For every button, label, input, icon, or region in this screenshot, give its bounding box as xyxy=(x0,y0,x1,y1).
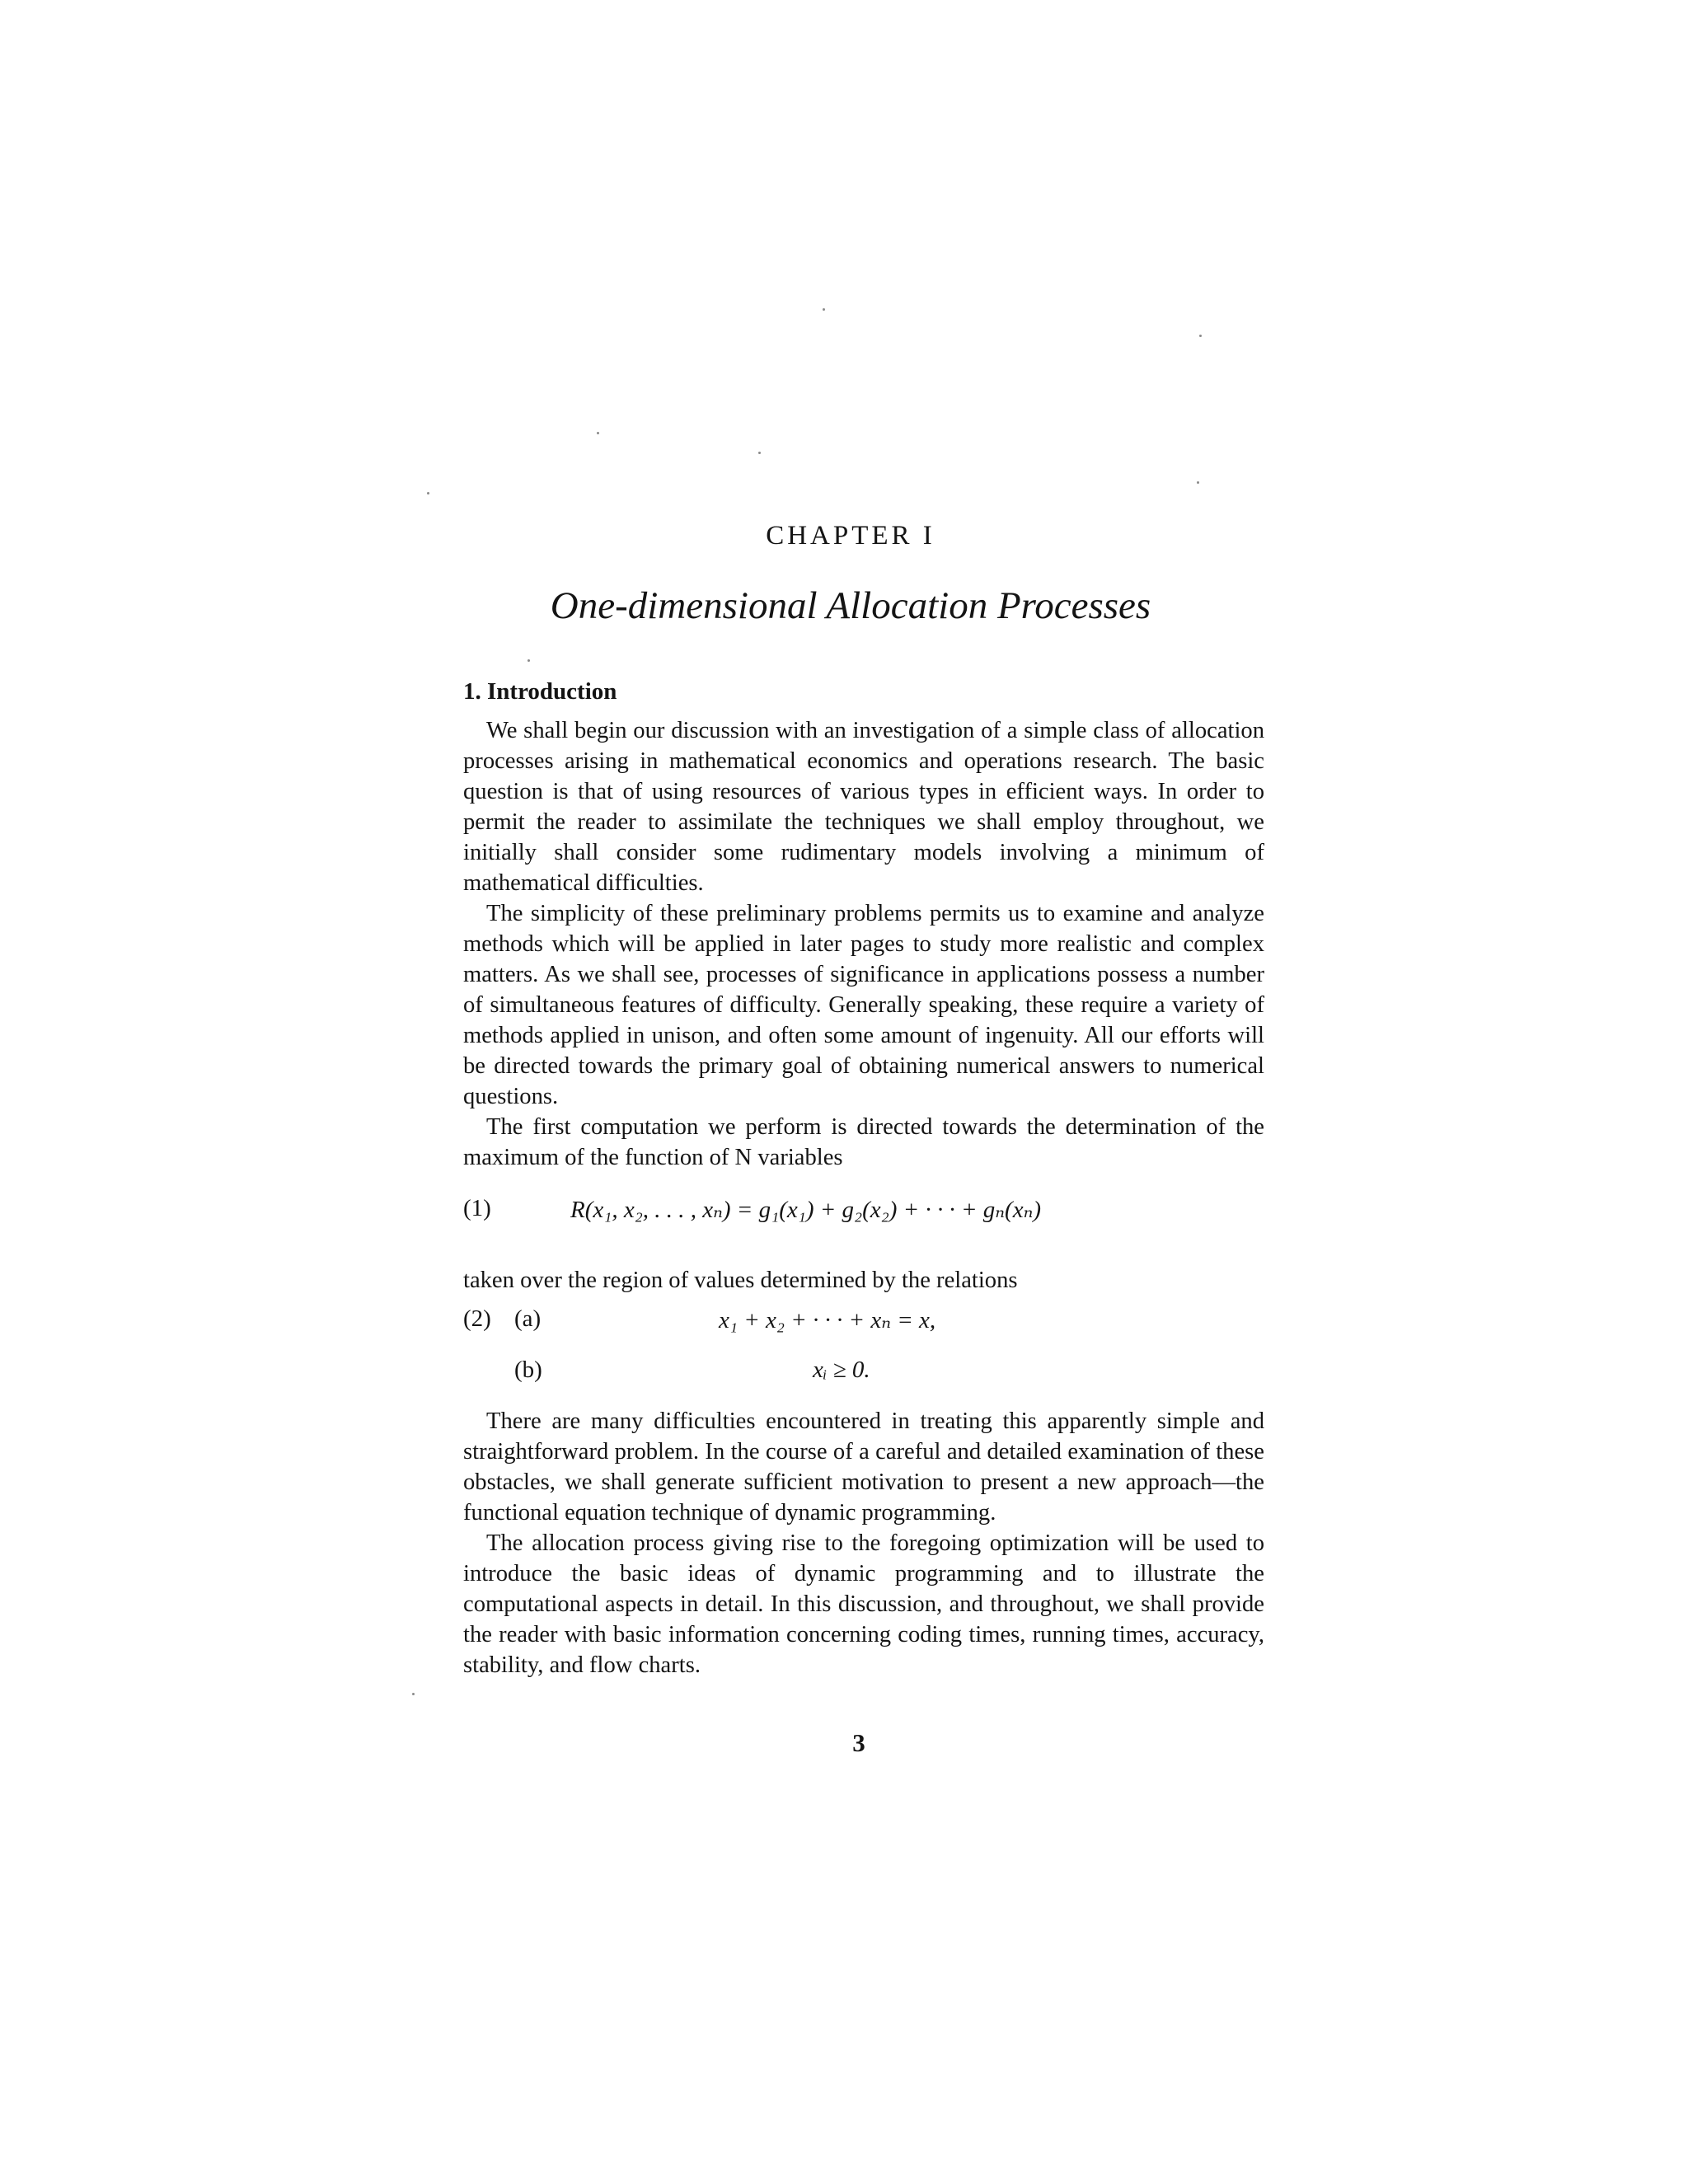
scan-speck xyxy=(597,432,599,434)
paragraph: We shall begin our discussion with an investigation of a simple class of allocation processes arising in mathematical economics and operations research. The basic question is that of using resources of various types in efficient ways. In order to permit the reader to assimilate the techniques we shall employ throughout, we initially shall consider some rudimentary models involving a minimum of mathematical difficulties. xyxy=(463,718,1264,896)
scan-speck xyxy=(823,308,825,311)
paragraph: The first computation we perform is directed towards the determination of the maximum of the function of N variables xyxy=(463,1114,1264,1170)
paragraph: There are many difficulties encountered in treating this apparently simple and straightforward problem. In the course of a careful and detailed examination of these obstacles, we shall generate sufficient motivation to present a new approach—the functional equation technique of dynamic programming. xyxy=(463,1408,1264,1526)
equation-2a-label: (a) xyxy=(514,1305,542,1332)
page-number: 3 xyxy=(852,1728,865,1757)
chapter-label: CHAPTER I xyxy=(766,521,935,551)
scan-speck xyxy=(758,452,761,454)
equation-2-number: (2) xyxy=(463,1305,491,1332)
relations-lead-in xyxy=(463,1265,1264,1296)
equation-2b: xᵢ ≥ 0. xyxy=(813,1357,870,1383)
equation-2b-label: (b) xyxy=(514,1357,542,1383)
scan-speck xyxy=(1197,481,1199,484)
chapter-title: One-dimensional Allocation Processes xyxy=(550,584,1151,627)
scan-speck xyxy=(1199,335,1202,337)
scan-speck xyxy=(412,1693,415,1695)
equation-1: R(x₁, x₂, . . . , xₙ) = g₁(x₁) + g₂(x₂) + · · · + gₙ(xₙ) xyxy=(570,1197,1041,1223)
text-line: taken over the region of values determined by the relations xyxy=(463,1268,1018,1293)
scan-speck xyxy=(427,492,429,494)
closing-text xyxy=(463,1406,1264,1680)
paragraph: The allocation process giving rise to the foregoing optimization will be used to introduce the basic ideas of dynamic programming and to illustrate the computational aspects in detail. In this discussion, and throughout, we shall provide the reader with basic information concerning coding times, running times, accuracy, stability, and flow charts. xyxy=(463,1530,1264,1678)
scan-speck xyxy=(528,659,530,662)
equation-2a: x₁ + x₂ + · · · + xₙ = x, xyxy=(719,1307,936,1333)
section-heading: 1. Introduction xyxy=(463,678,617,705)
paragraph: The simplicity of these preliminary problems permits us to examine and analyze methods which will be applied in later pages to study more realistic and complex matters. As we shall see, processes of significance in applications possess a number of simultaneous features of difficulty. Generally speaking, these require a variety of methods applied in unison, and often some amount of ingenuity. All our efforts will be directed towards the primary goal of obtaining numerical answers to numerical questions. xyxy=(463,901,1264,1109)
equation-1-number: (1) xyxy=(463,1195,491,1221)
intro-text xyxy=(463,715,1264,1173)
